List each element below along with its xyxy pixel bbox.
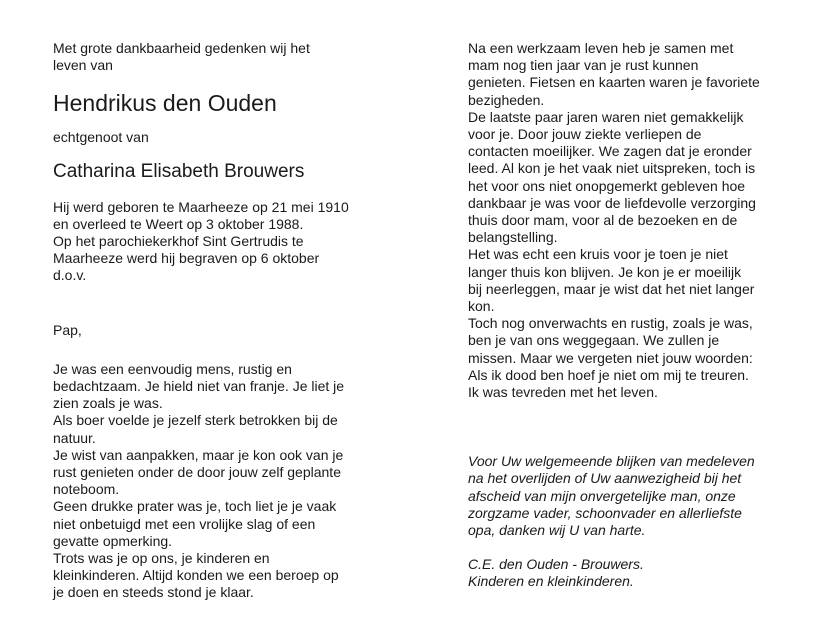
right-column — [468, 40, 808, 591]
signature-text: C.E. den Ouden - Brouwers. Kinderen en kleinkinderen. — [468, 556, 644, 590]
deceased-name: Hendrikus den Ouden — [53, 90, 277, 117]
letter-part-one: Je was een eenvoudig mens, rustig en bedachtzaam. Je hield niet van franje. Je liet je zien zoals je was. Als boer voelde je jezelf sterk betrokken bij de natuur. Je wist van aanpakken, maar je kon ook van je rust genieten onder de door jouw zelf geplante noteboom. Geen drukke prater was je, toch liet je je vaak niet onbetuigd met een vrolijke slag of een gevatte opmerking. Trots was je op ons, je kinderen en kleinkinderen. Altijd konden we een beroep op je doen en steeds stond je klaar. — [53, 360, 345, 601]
letter-part-two: Na een werkzaam leven heb je samen met mam nog tien jaar van je rust kunnen genieten. Fietsen en kaarten waren je favoriete bezigheden. De laatste paar jaren waren niet gemakkelijk voor je. Door jouw ziekte verliepen de contacten moeilijker. We zagen dat je eronder leed. Al kon je het vaak niet uitspreken, toch is het voor ons niet onopgemerkt gebleven hoe dankbaar je was voor de liefdevolle verzorging thuis door mam, voor al de bezoeken en de belangstelling. Het was echt een kruis voor je toen je niet langer thuis kon blijven. Je kon je er moeilijk bij neerleggen, maar je wist dat het niet langer kon. Toch nog onverwachts en rustig, zoals je was, ben je van ons weggegaan. We zullen je missen. Maar we vergeten niet jouw woorden: Als ik dood ben hoef je niet om mij te treuren. Ik was tevreden met het leven. — [468, 40, 760, 401]
thanks-text: Voor Uw welgemeende blijken van medeleven na het overlijden of Uw aanwezigheid bij het afscheid van mijn onvergetelijke man, onze zorgzame vader, schoonvader en allerliefste opa, danken wij U van harte. — [468, 453, 755, 539]
salutation: Pap, — [53, 321, 82, 338]
left-column — [53, 40, 413, 602]
spouse-label: echtgenoot van — [53, 129, 149, 146]
spouse-name: Catharina Elisabeth Brouwers — [53, 160, 305, 182]
biography-text: Hij werd geboren te Maarheeze op 21 mei 1910 en overleed te Weert op 3 oktober 1988. Op het parochiekerkhof Sint Gertrudis te Maarheeze werd hij begraven op 6 oktober d.o.v. — [53, 198, 349, 284]
intro-text: Met grote dankbaarheid gedenken wij het leven van — [53, 40, 310, 74]
